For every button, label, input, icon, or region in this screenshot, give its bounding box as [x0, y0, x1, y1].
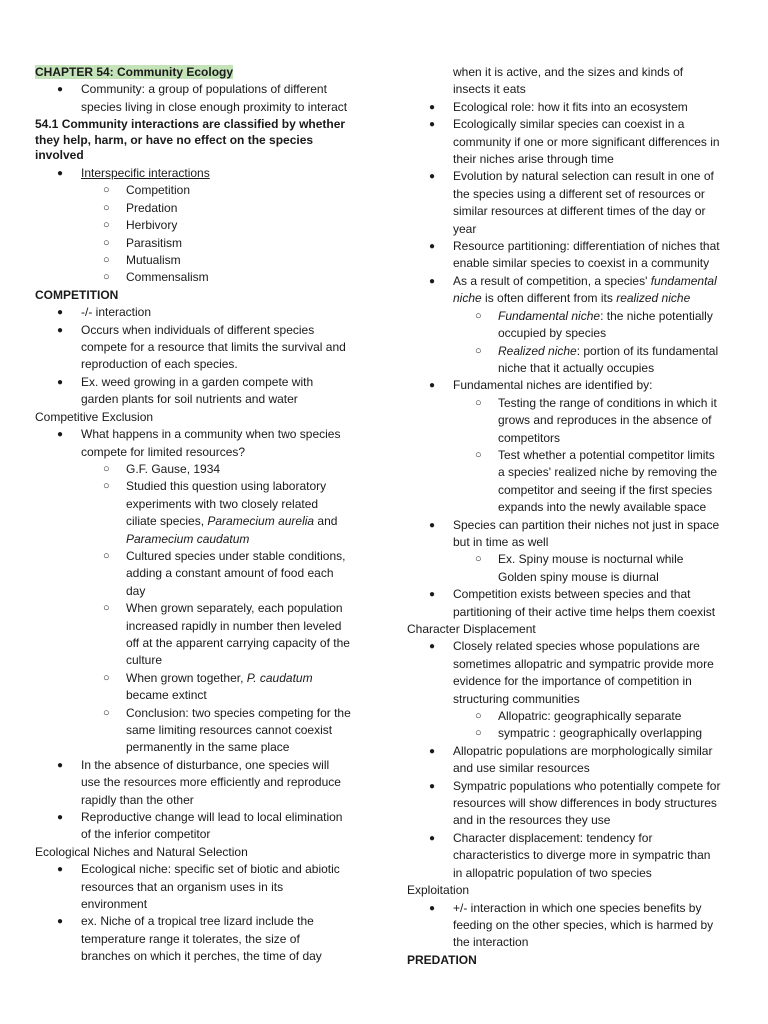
bullet-icon: ●: [57, 429, 64, 441]
bullet-cont: structuring communities: [453, 691, 580, 706]
ce-bullet: ● In the absence of disturbance, one species will: [35, 757, 365, 774]
circle-bullet-icon: ○: [103, 602, 110, 615]
bullet-cont: niche is often different from its realized niche: [453, 291, 691, 306]
circle-bullet-icon: ○: [103, 184, 110, 197]
sub-cont: niche that it actually occupies: [498, 360, 655, 375]
closely-related-bullet: ● Closely related species whose populations are: [407, 638, 737, 655]
ce-sub: ○ When grown separately, each population: [35, 600, 365, 617]
circle-bullet-icon: ○: [103, 462, 110, 475]
ce-sub: ○ Conclusion: two species competing for the: [35, 705, 365, 722]
species-name: P. caudatum: [246, 670, 313, 685]
niche-bullet-cont: temperature range it tolerates, the size of: [81, 931, 300, 946]
competition-bullet-cont: garden plants for soil nutrients and water: [81, 392, 298, 407]
bullet-icon: ●: [429, 171, 436, 183]
bullet-icon: ●: [429, 119, 436, 131]
species-name: Paramecium aurelia: [207, 514, 315, 529]
bullet-cont: partitioning of their active time helps them coexist: [453, 604, 716, 619]
bullet-icon: ●: [57, 376, 64, 388]
circle-bullet-icon: ○: [103, 236, 110, 249]
bullet-icon: ●: [57, 324, 64, 336]
interaction-type: ○ Mutualism: [35, 252, 365, 269]
sympatric-sub: ○ sympatric : geographically overlapping: [407, 725, 737, 742]
bullet-icon: ●: [57, 916, 64, 928]
sub-cont: Golden spiny mouse is diurnal: [498, 569, 659, 584]
sub-cont: expands into the newly available space: [498, 500, 707, 515]
circle-bullet-icon: ○: [103, 706, 110, 719]
chapter-title-line: [35, 64, 365, 81]
bullet-icon: ●: [57, 812, 64, 824]
realized-niche-sub: ○ Realized niche: portion of its fundamental: [407, 343, 737, 360]
niche-bullet: ● Ecological niche: specific set of biotic and abiotic: [35, 861, 365, 878]
ecological-role-bullet: ● Ecological role: how it fits into an ecosystem: [407, 99, 737, 116]
bullet-icon: ●: [429, 902, 436, 914]
ce-sub-cont: increased rapidly in number then leveled: [126, 618, 342, 633]
partition-time-bullet: ● Species can partition their niches not just in space: [407, 517, 737, 534]
niche-bullet-cont: resources that an organism uses in its: [81, 879, 284, 894]
circle-bullet-icon: ○: [475, 448, 482, 461]
competition-bullet: ● Occurs when individuals of different species: [35, 322, 365, 339]
predation-heading: PREDATION: [407, 952, 477, 967]
bullet-cont: but in time as well: [453, 534, 549, 549]
ce-sub: ○ G.F. Gause, 1934: [35, 461, 365, 478]
bullet-cont: year: [453, 221, 477, 236]
circle-bullet-icon: ○: [103, 671, 110, 684]
ce-sub: ○ Cultured species under stable conditions,: [35, 548, 365, 565]
bullet-cont: the interaction: [453, 935, 529, 950]
circle-bullet-icon: ○: [475, 710, 482, 723]
circle-bullet-icon: ○: [103, 271, 110, 284]
bullet-icon: ●: [429, 780, 436, 792]
interspecific-item: ● Interspecific interactions: [35, 165, 365, 182]
interaction-type: ○ Predation: [35, 200, 365, 217]
character-displacement-heading: Character Displacement: [407, 622, 536, 636]
continued-text: insects it eats: [453, 82, 526, 97]
bullet-icon: ●: [57, 759, 64, 771]
ce-sub-cont: ciliate species, Paramecium aurelia and: [126, 514, 338, 529]
testing-sub: ○ Testing the range of conditions in which it: [407, 395, 737, 412]
fundamental-niche-sub: ○ Fundamental niche: the niche potentially: [407, 308, 737, 325]
interaction-type: ○ Parasitism: [35, 235, 365, 252]
bullet-icon: ●: [429, 641, 436, 653]
sub-cont: competitor and seeing if the first species: [498, 482, 713, 497]
sub-cont: occupied by species: [498, 326, 607, 341]
circle-bullet-icon: ○: [103, 254, 110, 267]
character-displacement-bullet: ● Character displacement: tendency for: [407, 830, 737, 847]
resource-partitioning-bullet: ● Resource partitioning: differentiation of niches that: [407, 238, 737, 255]
competition-bullet-cont: reproduction of each species.: [81, 357, 238, 372]
test-whether-sub: ○ Test whether a potential competitor limits: [407, 447, 737, 464]
circle-bullet-icon: ○: [103, 549, 110, 562]
circle-bullet-icon: ○: [475, 344, 482, 357]
bullet-cont: feeding on the other species, which is harmed by: [453, 917, 714, 932]
ce-sub-cont: experiments with two closely related: [126, 496, 319, 511]
bullet-icon: ●: [429, 745, 436, 757]
competition-result-bullet: ● As a result of competition, a species' fundamental: [407, 273, 737, 290]
competitive-exclusion-heading: Competitive Exclusion: [35, 409, 154, 424]
circle-bullet-icon: ○: [475, 553, 482, 566]
interaction-type: ○ Commensalism: [35, 269, 365, 286]
bullet-icon: ●: [429, 275, 436, 287]
allopatric-sub: ○ Allopatric: geographically separate: [407, 708, 737, 725]
bullet-icon: ●: [57, 307, 64, 319]
ce-sub-cont: adding a constant amount of food each: [126, 566, 334, 581]
bullet-cont: in allopatric population of two species: [453, 865, 652, 880]
community-definition: ● Community: a group of populations of different: [35, 81, 365, 98]
sub-cont: competitors: [498, 430, 561, 445]
competition-exists-bullet: ● Competition exists between species and that: [407, 586, 737, 603]
bullet-icon: ●: [429, 832, 436, 844]
interaction-type: ○ Competition: [35, 182, 365, 199]
circle-bullet-icon: ○: [475, 727, 482, 740]
species-name: Paramecium caudatum: [126, 531, 250, 546]
sub-cont: a species' realized niche by removing the: [498, 465, 718, 480]
bullet-cont: resources will show differences in body structures: [453, 796, 717, 811]
bullet-icon: ●: [429, 101, 436, 113]
ce-sub: ○ When grown together, P. caudatum: [35, 670, 365, 687]
ce-bullet-cont: rapidly than the other: [81, 792, 194, 807]
bullet-icon: ●: [57, 864, 64, 876]
exploitation-bullet: ● +/- interaction in which one species benefits by: [407, 900, 737, 917]
bullet-cont: sometimes allopatric and sympatric provide more: [453, 656, 714, 671]
sub-cont: grows and reproduces in the absence of: [498, 413, 712, 428]
bullet-cont: similar resources at different times of the day or: [453, 204, 706, 219]
ce-bullet-cont: of the inferior competitor: [81, 827, 211, 842]
bullet-cont: and in the resources they use: [453, 813, 611, 828]
competition-heading: COMPETITION: [35, 287, 119, 302]
bullet-cont: their niches arise through time: [453, 152, 614, 167]
similar-species-bullet: ● Ecologically similar species can coexist in a: [407, 116, 737, 133]
niche-bullet-cont: branches on which it perches, the time of day: [81, 949, 322, 964]
bullet-cont: community if one or more significant differences in: [453, 134, 720, 149]
niche-bullet-cont: environment: [81, 897, 148, 912]
sympatric-populations-bullet: ● Sympatric populations who potentially compete for: [407, 778, 737, 795]
competition-bullet-cont: compete for a resource that limits the survival and: [81, 340, 346, 355]
bullet-cont: evidence for the importance of competition in: [453, 674, 692, 689]
bullet-icon: ●: [429, 241, 436, 253]
bullet-cont: enable similar species to coexist in a community: [453, 256, 710, 271]
ce-bullet-cont: use the resources more efficiently and reproduce: [81, 775, 341, 790]
left-column: [35, 64, 365, 966]
ce-sub-cont: became extinct: [126, 688, 207, 703]
circle-bullet-icon: ○: [475, 309, 482, 322]
bullet-icon: ●: [429, 380, 436, 392]
right-column: [407, 64, 737, 969]
ce-question-cont: compete for limited resources?: [81, 444, 246, 459]
interaction-type: ○ Herbivory: [35, 217, 365, 234]
bullet-icon: ●: [57, 84, 64, 96]
niches-heading: Ecological Niches and Natural Selection: [35, 844, 248, 859]
spiny-mouse-sub: ○ Ex. Spiny mouse is nocturnal while: [407, 551, 737, 568]
chapter-title: CHAPTER 54: Community Ecology: [35, 65, 234, 79]
evolution-bullet: ● Evolution by natural selection can result in one of: [407, 168, 737, 185]
ce-bullet: ● Reproductive change will lead to local elimination: [35, 809, 365, 826]
bullet-cont: characteristics to diverge more in sympatric than: [453, 848, 711, 863]
competition-bullet: ● -/- interaction: [35, 304, 365, 321]
bullet-icon: ●: [429, 519, 436, 531]
competition-bullet: ● Ex. weed growing in a garden compete with: [35, 374, 365, 391]
circle-bullet-icon: ○: [103, 219, 110, 232]
circle-bullet-icon: ○: [103, 201, 110, 214]
ce-sub-cont: same limiting resources cannot coexist: [126, 723, 333, 737]
niche-bullet: ● ex. Niche of a tropical tree lizard include the: [35, 913, 365, 930]
bullet-icon: ●: [429, 589, 436, 601]
section-54-1-heading: 54.1 Community interactions are classified by whether they help, harm, or have no effect on the species involved: [35, 117, 346, 163]
ce-sub-cont: culture: [126, 653, 163, 668]
circle-bullet-icon: ○: [475, 396, 482, 409]
bullet-cont: the species using a different set of resources or: [453, 186, 705, 201]
exploitation-heading: Exploitation: [407, 883, 470, 898]
ce-sub-cont: [35, 531, 365, 548]
ce-sub-cont: permanently in the same place: [126, 740, 290, 755]
continued-text: when it is active, and the sizes and kinds of: [453, 65, 684, 79]
bullet-icon: ●: [57, 168, 64, 179]
ce-question: ● What happens in a community when two species: [35, 426, 365, 443]
community-definition-cont: species living in close enough proximity to interact: [81, 99, 348, 114]
identified-bullet: ● Fundamental niches are identified by:: [407, 377, 737, 394]
bullet-cont: and use similar resources: [453, 761, 590, 776]
allopatric-populations-bullet: ● Allopatric populations are morphologically similar: [407, 743, 737, 760]
ce-sub-cont: off at the apparent carrying capacity of the: [126, 635, 350, 650]
circle-bullet-icon: ○: [103, 480, 110, 493]
ce-sub-cont: day: [126, 583, 146, 598]
ce-sub: ○ Studied this question using laboratory: [35, 478, 365, 495]
